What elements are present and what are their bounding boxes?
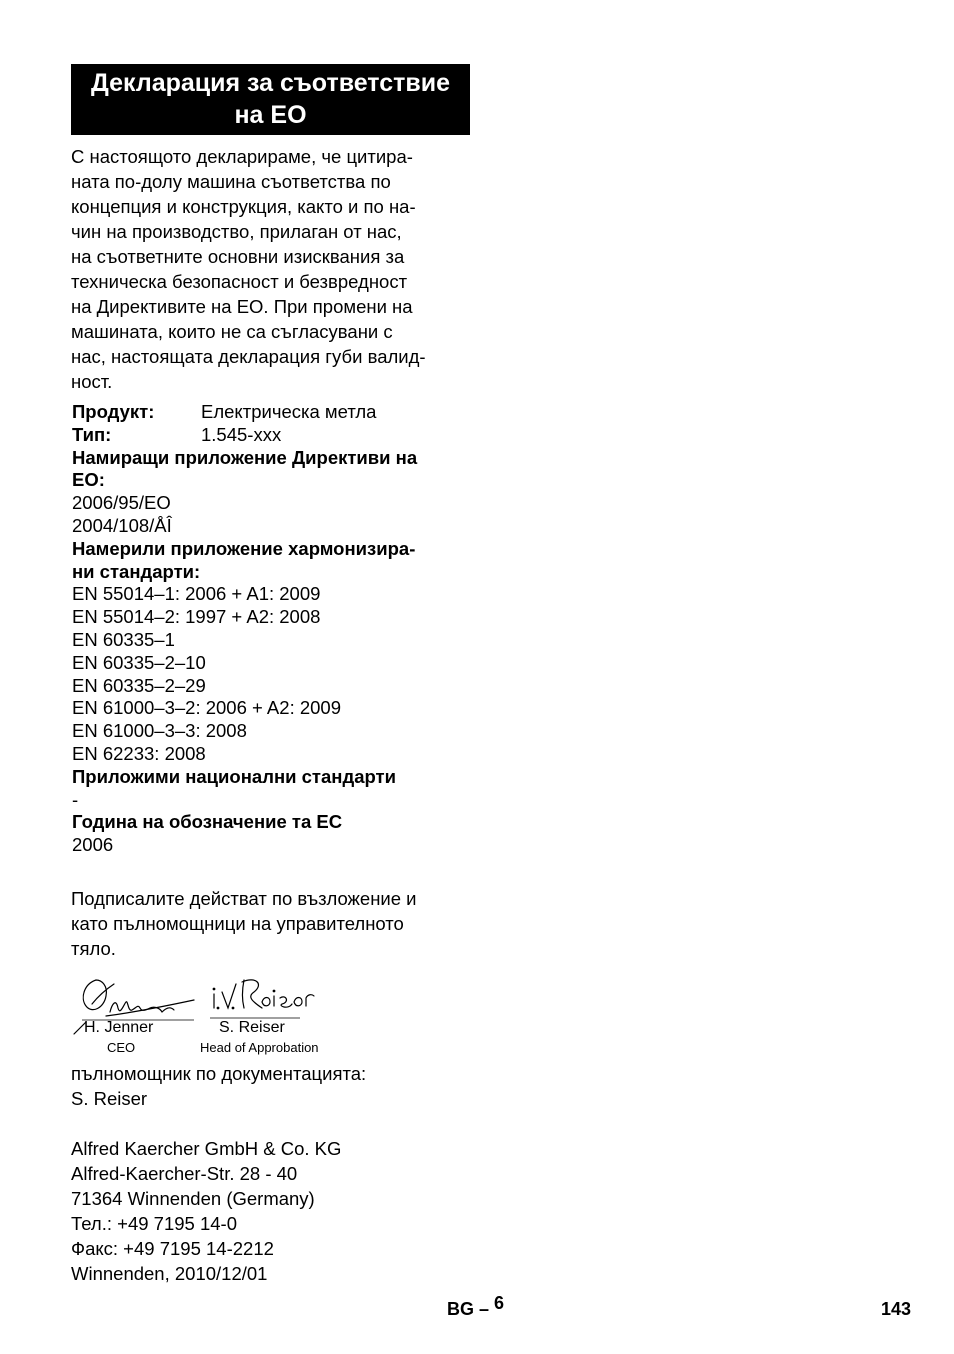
- intro-paragraph: [71, 144, 471, 394]
- reiser-signature: [213, 980, 314, 1009]
- product-label: Продукт:: [72, 401, 155, 422]
- signers-line: Подписалите действат по възложение и: [71, 888, 417, 909]
- product-value: Електрическа метла: [201, 401, 377, 422]
- standard-item: EN 55014–1: 2006 + A1: 2009: [72, 583, 321, 605]
- intro-line: чин на производство, прилаган от нас,: [71, 221, 402, 242]
- page-title-line2: на ЕО: [234, 101, 307, 129]
- address-line: Тел.: +49 7195 14-0: [71, 1213, 237, 1234]
- footer-section-page: 6: [494, 1293, 505, 1313]
- type-value: 1.545-xxx: [201, 423, 282, 445]
- company-address: [71, 1136, 341, 1286]
- address-line: Факс: +49 7195 14-2212: [71, 1238, 274, 1259]
- intro-line: на съответните основни изисквания за: [71, 246, 405, 267]
- intro-line: нас, настоящата декларация губи валид-: [71, 346, 426, 367]
- documentation-authority: [71, 1061, 366, 1111]
- national-standards-heading: Приложими национални стандарти: [72, 765, 396, 787]
- harmonized-heading: Намерили приложение хармонизира-: [72, 537, 416, 559]
- signer1-role: CEO: [107, 1040, 136, 1055]
- declaration-details: [72, 401, 472, 857]
- address-line: Winnenden, 2010/12/01: [71, 1263, 268, 1284]
- national-standards-value: -: [72, 788, 79, 810]
- standard-item: EN 60335–2–10: [72, 651, 206, 673]
- standard-item: EN 61000–3–3: 2008: [72, 720, 247, 742]
- signer2-role: Head of Approbation: [200, 1040, 319, 1055]
- standard-item: EN 60335–2–29: [72, 674, 206, 696]
- address-line: Alfred-Kaercher-Str. 28 - 40: [71, 1163, 298, 1184]
- signer1-name: H. Jenner: [84, 1019, 154, 1036]
- intro-line: техническа безопасност и безвредност: [71, 271, 408, 292]
- signers-line: тяло.: [71, 938, 116, 959]
- directives-heading-cont: ЕО:: [72, 469, 105, 491]
- page-title: [71, 64, 470, 135]
- standard-item: EN 61000–3–2: 2006 + A2: 2009: [72, 697, 341, 719]
- ce-year-heading: Година на обозначение та ЕС: [72, 811, 343, 833]
- product-row: [72, 401, 472, 424]
- signers-statement: [71, 886, 417, 961]
- type-label: Тип:: [72, 423, 112, 445]
- standard-item: EN 62233: 2008: [72, 742, 206, 764]
- address-line: 71364 Winnenden (Germany): [71, 1188, 315, 1209]
- directives-heading: Намиращи приложение Директиви на: [72, 446, 418, 468]
- documentation-label: пълномощник по документацията:: [71, 1063, 367, 1084]
- intro-line: на Директивите на ЕО. При промени на: [71, 296, 413, 317]
- intro-line: машината, които не са съгласувани с: [71, 321, 393, 342]
- directive-item: 2006/95/ЕО: [72, 492, 171, 514]
- signers-line: като пълномощници на управителното: [71, 913, 404, 934]
- standard-item: EN 60335–1: [72, 628, 175, 650]
- intro-line: концепция и конструкция, както и по на-: [71, 196, 416, 217]
- intro-line: С настоящото декларираме, че цитира-: [71, 146, 413, 167]
- footer-section: BG –: [447, 1299, 490, 1319]
- ce-year-value: 2006: [72, 834, 114, 856]
- address-line: Alfred Kaercher GmbH & Co. KG: [71, 1138, 342, 1159]
- page-title-line1: Декларация за съответствие: [90, 69, 451, 97]
- signer2-name: S. Reiser: [219, 1019, 285, 1036]
- documentation-name: S. Reiser: [71, 1088, 148, 1109]
- intro-line: ност.: [71, 371, 113, 392]
- page-number: 143: [880, 1299, 911, 1319]
- harmonized-heading-cont: ни стандарти:: [72, 560, 201, 582]
- standard-item: EN 55014–2: 1997 + A2: 2008: [72, 606, 321, 628]
- directive-item: 2004/108/ÅÎ: [72, 514, 172, 536]
- intro-line: ната по-долу машина съответства по: [71, 171, 391, 192]
- footer-section-label: [447, 1293, 505, 1320]
- type-row: [72, 424, 472, 447]
